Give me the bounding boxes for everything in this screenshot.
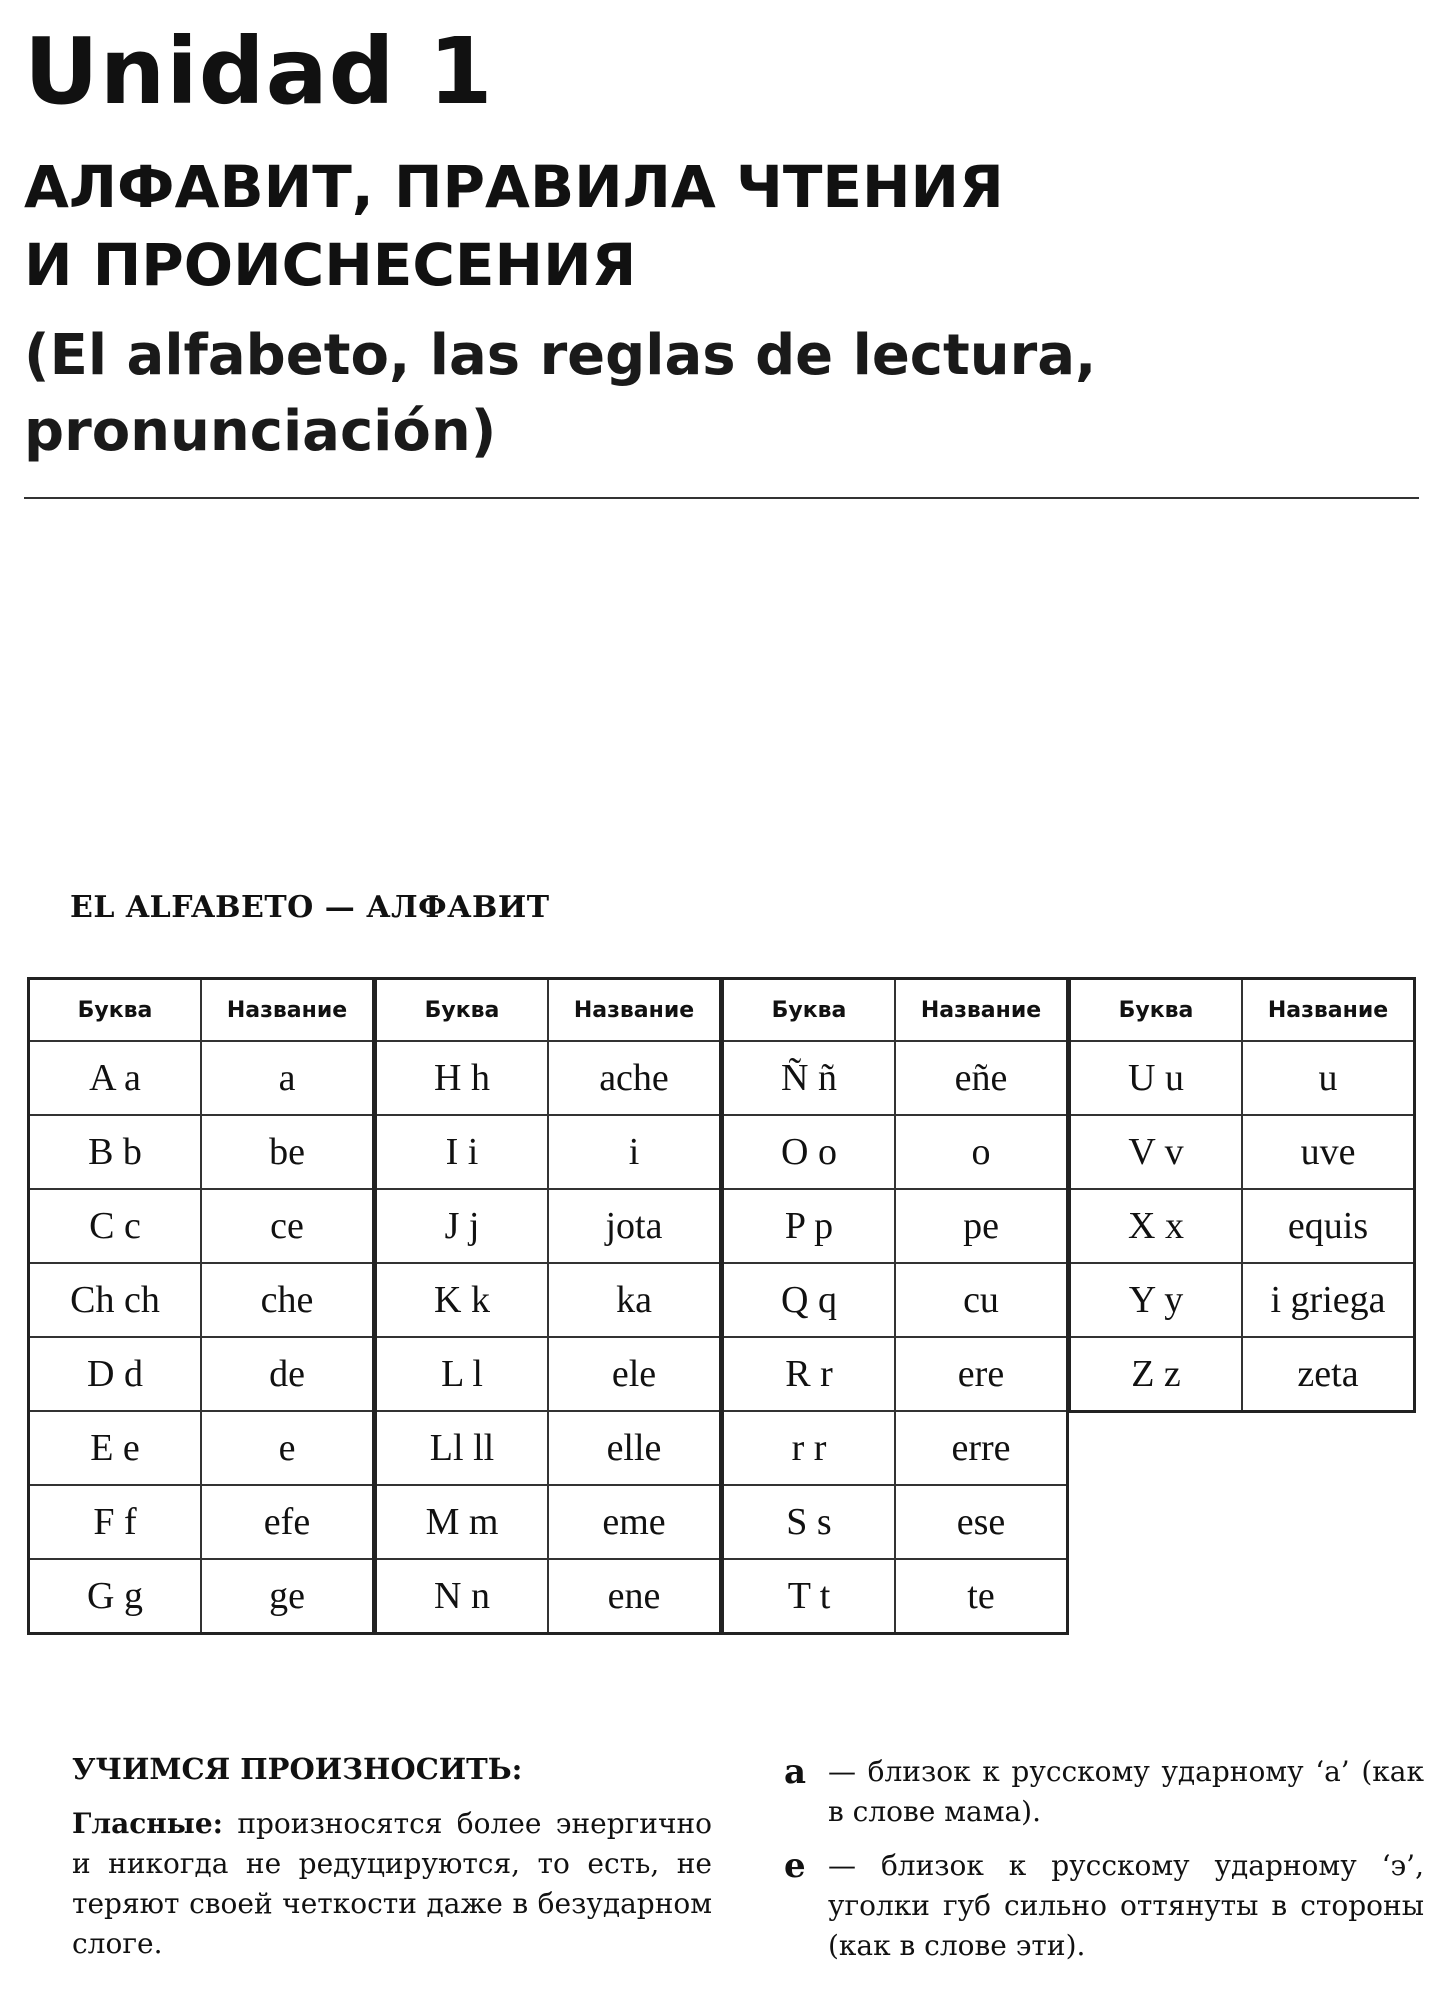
table-row [1070, 1041, 1415, 1115]
letter-name-cell: pe [895, 1189, 1068, 1263]
table-row [376, 1485, 721, 1559]
letter-cell: F f [29, 1485, 202, 1559]
letter-name-cell: ere [895, 1337, 1068, 1411]
letter-name-cell: ka [548, 1263, 721, 1337]
letter-name-cell: che [201, 1263, 374, 1337]
column-header-letter: Буква [723, 979, 896, 1042]
letter-cell: T t [723, 1559, 896, 1634]
letter-name-cell: o [895, 1115, 1068, 1189]
letter-cell: V v [1070, 1115, 1243, 1189]
letter-name-cell: zeta [1242, 1337, 1415, 1412]
letter-name-cell: eme [548, 1485, 721, 1559]
table-row [376, 1411, 721, 1485]
letter-name-cell: ele [548, 1337, 721, 1411]
table-row [376, 1041, 721, 1115]
table-row [1070, 1189, 1415, 1263]
letter-cell: N n [376, 1559, 549, 1634]
table-row [29, 1559, 374, 1634]
vowels-paragraph [72, 1804, 712, 1964]
letter-name-cell: ene [548, 1559, 721, 1634]
table-row [1070, 1263, 1415, 1337]
table-row [1070, 1337, 1415, 1412]
letter-name-cell: equis [1242, 1189, 1415, 1263]
vowel-letter: a [784, 1752, 807, 1792]
russian-title-line-2: И ПРОИСНЕСЕНИЯ [24, 231, 637, 299]
letter-name-cell: a [201, 1041, 374, 1115]
letter-cell: A a [29, 1041, 202, 1115]
unit-title: Unidad 1 [24, 18, 494, 125]
letter-cell: Ch ch [29, 1263, 202, 1337]
vowel-description: — близок к русскому ударному ‘а’ (как в слове мама). [828, 1755, 1424, 1828]
russian-title-line-1: АЛФАВИТ, ПРАВИЛА ЧТЕНИЯ [24, 153, 1004, 221]
russian-title [24, 148, 1324, 304]
alphabet-table-2 [374, 977, 722, 1635]
letter-cell: K k [376, 1263, 549, 1337]
letter-name-cell: uve [1242, 1115, 1415, 1189]
letter-name-cell: te [895, 1559, 1068, 1634]
letter-cell: r r [723, 1411, 896, 1485]
spanish-title-line-1: (El alfabeto, las reglas de lectura, [24, 323, 1097, 388]
table-row [376, 1115, 721, 1189]
vowel-list [784, 1752, 1424, 1980]
letter-cell: P p [723, 1189, 896, 1263]
spanish-title [24, 318, 1324, 470]
table-row [29, 1411, 374, 1485]
table-row [29, 1263, 374, 1337]
spanish-title-line-2: pronunciación) [24, 399, 497, 464]
letter-cell: H h [376, 1041, 549, 1115]
table-row [376, 1189, 721, 1263]
letter-cell: U u [1070, 1041, 1243, 1115]
alphabet-table-3 [721, 977, 1069, 1635]
title-divider [24, 497, 1419, 499]
column-header-letter: Буква [29, 979, 202, 1042]
vowels-label: Гласные: [72, 1807, 223, 1840]
alphabet-table-4 [1068, 977, 1416, 1413]
letter-cell: D d [29, 1337, 202, 1411]
table-row [29, 1041, 374, 1115]
letter-name-cell: be [201, 1115, 374, 1189]
table-row [723, 1263, 1068, 1337]
column-header-letter: Буква [376, 979, 549, 1042]
column-header-name: Название [1242, 979, 1415, 1042]
letter-cell: O o [723, 1115, 896, 1189]
table-row [29, 1189, 374, 1263]
letter-name-cell: ce [201, 1189, 374, 1263]
letter-cell: E e [29, 1411, 202, 1485]
letter-cell: J j [376, 1189, 549, 1263]
letter-name-cell: efe [201, 1485, 374, 1559]
table-row [723, 1115, 1068, 1189]
letter-name-cell: ge [201, 1559, 374, 1634]
letter-cell: L l [376, 1337, 549, 1411]
table-row [723, 1485, 1068, 1559]
letter-cell: S s [723, 1485, 896, 1559]
letter-cell: X x [1070, 1189, 1243, 1263]
table-header-row [723, 979, 1068, 1042]
table-row [29, 1337, 374, 1411]
table-header-row [1070, 979, 1415, 1042]
letter-name-cell: eñe [895, 1041, 1068, 1115]
letter-name-cell: de [201, 1337, 374, 1411]
letter-cell: Q q [723, 1263, 896, 1337]
table-row [376, 1559, 721, 1634]
vowel-letter: e [784, 1846, 806, 1886]
letter-name-cell: ache [548, 1041, 721, 1115]
letter-cell: Z z [1070, 1337, 1243, 1412]
letter-cell: M m [376, 1485, 549, 1559]
table-row [1070, 1115, 1415, 1189]
vowel-entry-e [784, 1846, 1424, 1966]
table-row [723, 1411, 1068, 1485]
pronunciation-heading: УЧИМСЯ ПРОИЗНОСИТЬ: [72, 1752, 523, 1786]
letter-name-cell: elle [548, 1411, 721, 1485]
letter-cell: G g [29, 1559, 202, 1634]
table-row [376, 1263, 721, 1337]
letter-name-cell: cu [895, 1263, 1068, 1337]
letter-name-cell: ese [895, 1485, 1068, 1559]
table-header-row [29, 979, 374, 1042]
table-row [723, 1041, 1068, 1115]
table-row [723, 1189, 1068, 1263]
column-header-letter: Буква [1070, 979, 1243, 1042]
table-header-row [376, 979, 721, 1042]
letter-name-cell: e [201, 1411, 374, 1485]
table-row [376, 1337, 721, 1411]
column-header-name: Название [548, 979, 721, 1042]
letter-cell: I i [376, 1115, 549, 1189]
letter-name-cell: i griega [1242, 1263, 1415, 1337]
letter-cell: Y y [1070, 1263, 1243, 1337]
column-header-name: Название [201, 979, 374, 1042]
letter-name-cell: jota [548, 1189, 721, 1263]
letter-cell: C c [29, 1189, 202, 1263]
table-row [29, 1115, 374, 1189]
letter-cell: B b [29, 1115, 202, 1189]
letter-cell: R r [723, 1337, 896, 1411]
table-row [723, 1337, 1068, 1411]
column-header-name: Название [895, 979, 1068, 1042]
letter-cell: Ñ ñ [723, 1041, 896, 1115]
alphabet-table-1 [27, 977, 375, 1635]
letter-name-cell: u [1242, 1041, 1415, 1115]
table-row [723, 1559, 1068, 1634]
letter-name-cell: i [548, 1115, 721, 1189]
alphabet-heading: EL ALFABETO — АЛФАВИТ [70, 890, 550, 925]
letter-name-cell: erre [895, 1411, 1068, 1485]
vowel-description: — близок к русскому ударному ‘э’, уголки губ сильно оттянуты в стороны (как в слове эти). [828, 1849, 1424, 1962]
vowels-text: произносятся более энергично и никогда не редуцируются, то есть, не теряют своей четкости даже в безударном слоге. [72, 1807, 712, 1960]
pronunciation-intro [72, 1752, 712, 1964]
table-row [29, 1485, 374, 1559]
vowel-entry-a [784, 1752, 1424, 1832]
letter-cell: Ll ll [376, 1411, 549, 1485]
